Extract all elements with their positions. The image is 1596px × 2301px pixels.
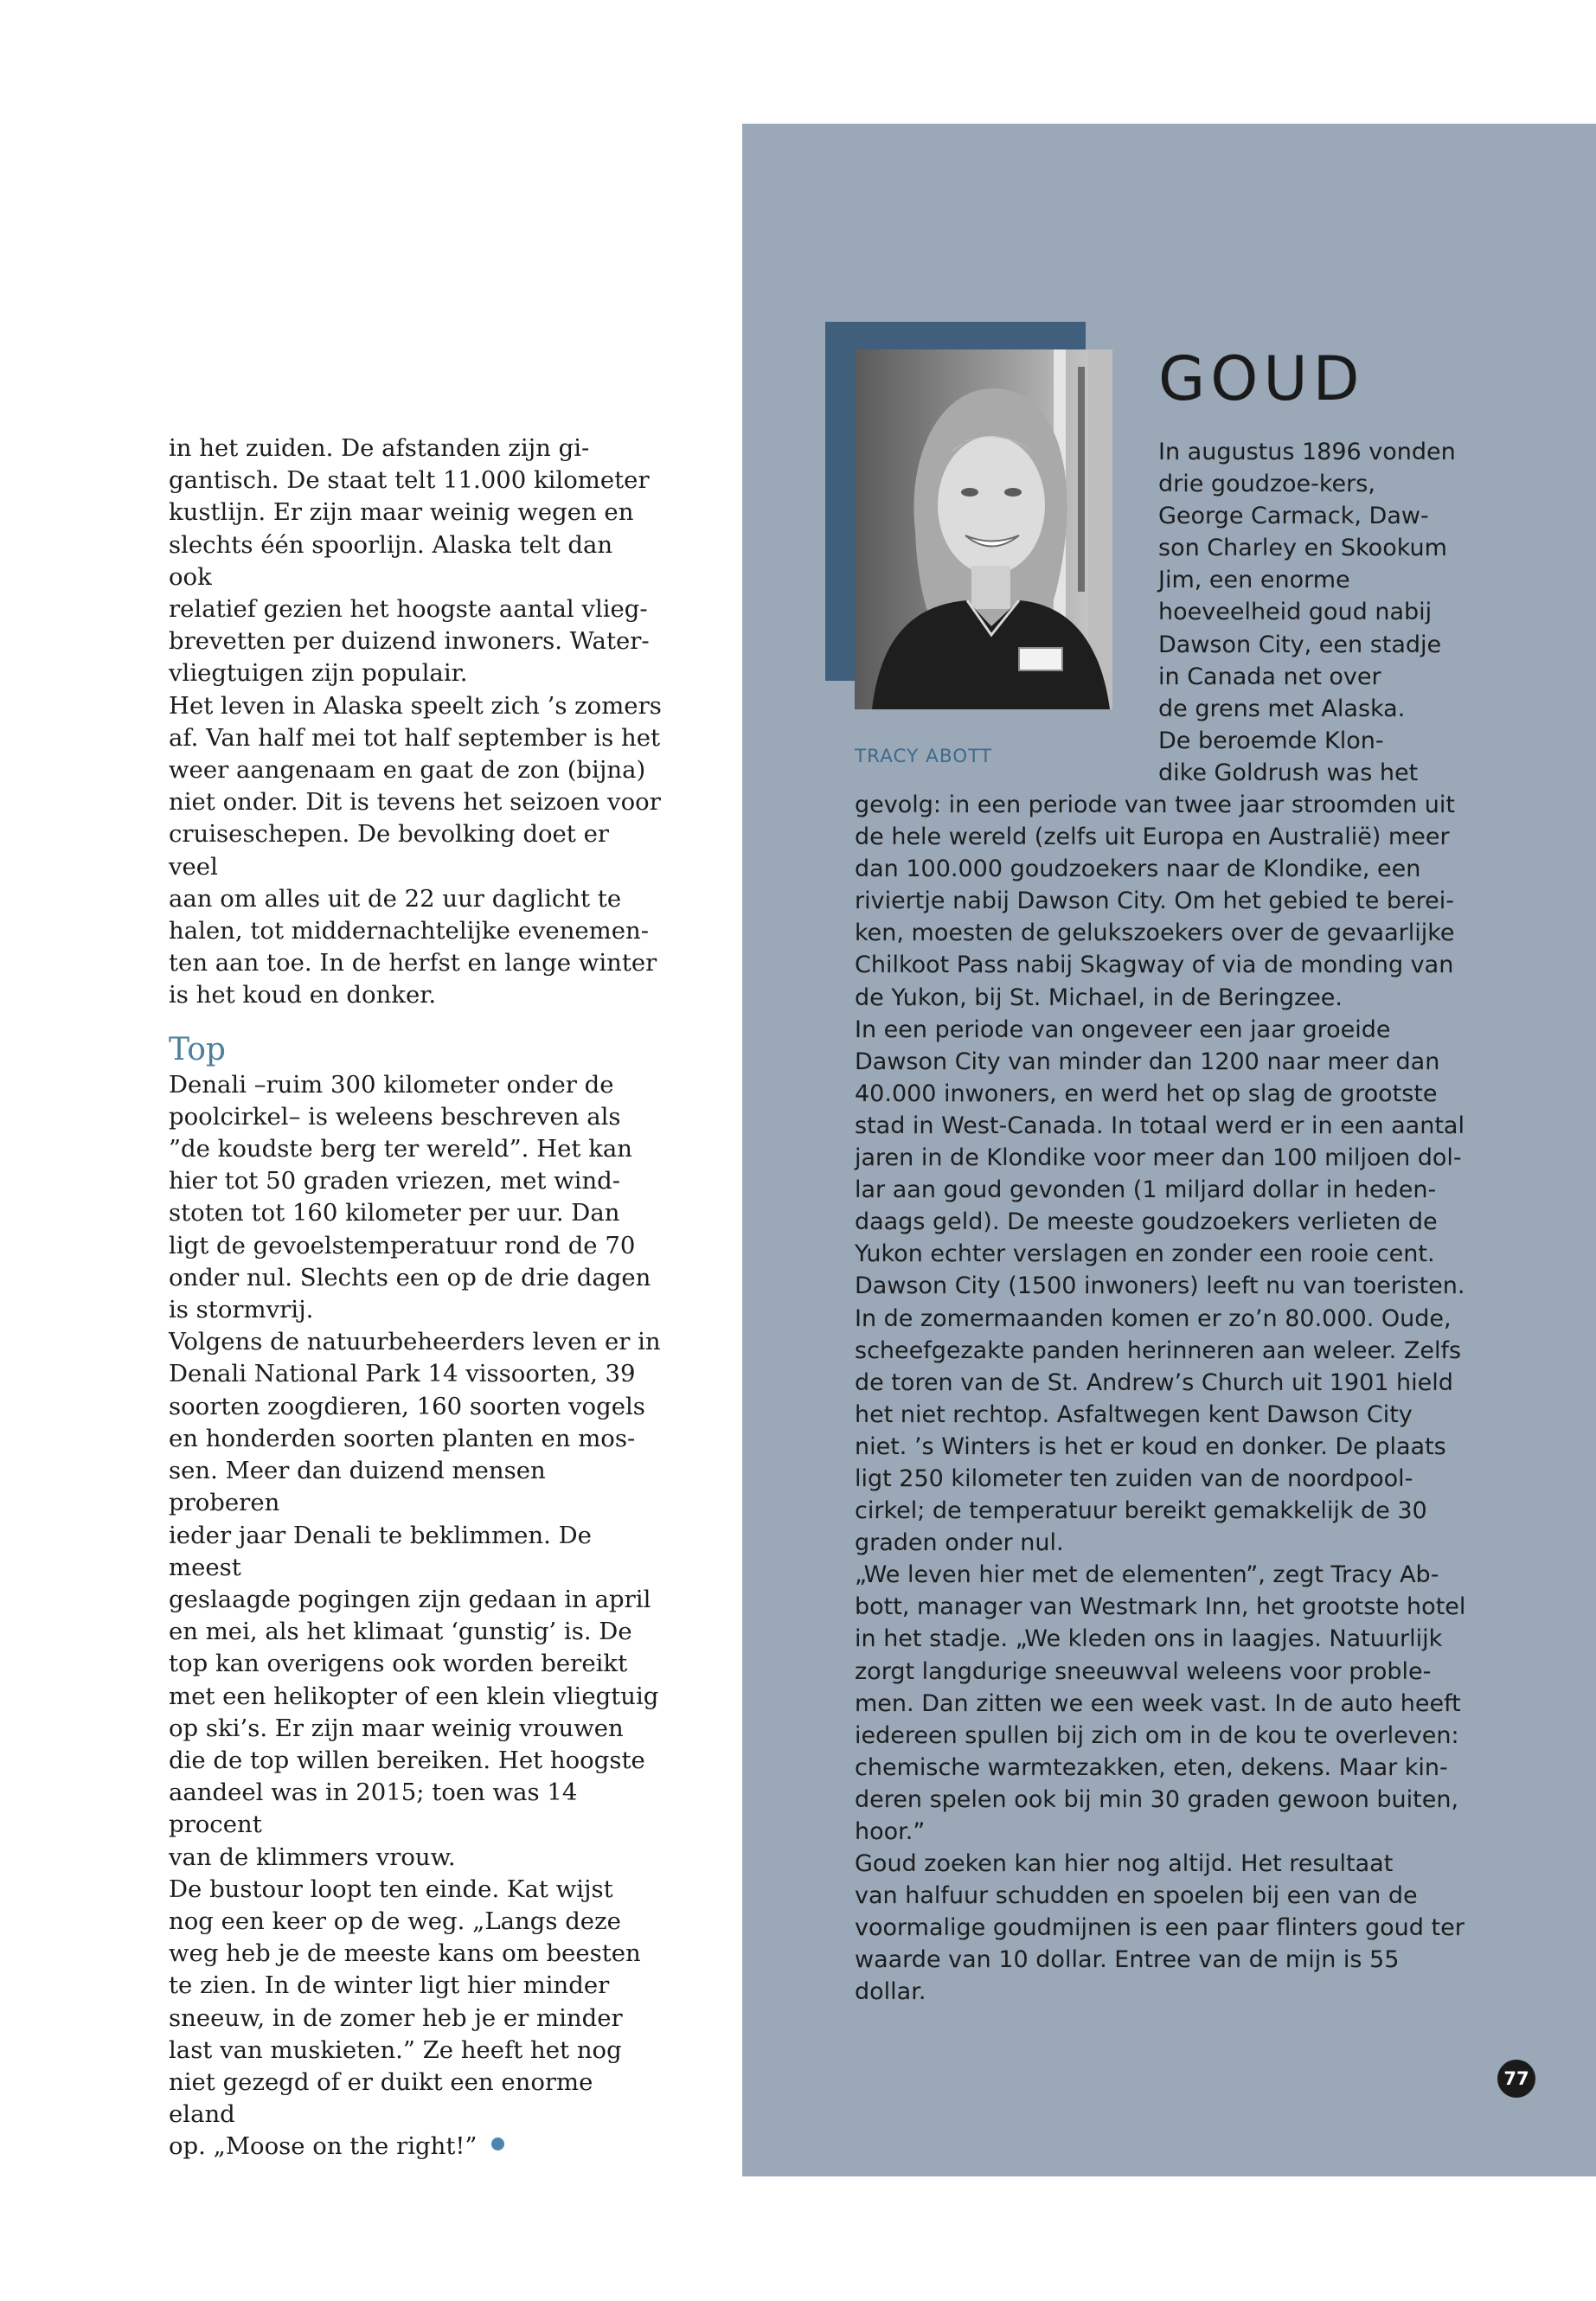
sidebar-paragraph-quote: „We leven hier met de elementen”, zegt Tracy Ab- bott, manager van Westmark Inn, het grootste hotel in het stadje. „We kleden ons in laagjes. Natuurlijk zorgt langdurige sneeuwval weleens voor proble- men. Dan zitten we een week vast. In de auto heeft iedereen spullen bij zich om in de kou te overleven: chemische warmtezakken, eten, dekens. Maar kin- deren spelen ook bij min 30 graden gewoon buiten, hoor.” (855, 1561, 1466, 1845)
paragraph-bustour-text: De bustour loopt ten einde. Kat wijst nog een keer op de weg. „Langs deze weg heb je de meeste kans om beesten te zien. In de winter ligt hier minder sneeuw, in de zomer heb je er minder last van muskieten.” Ze heeft het nog niet gezegd of er duikt een enorme eland op. „Moose on the right!” (169, 1875, 641, 2161)
paragraph-distances: in het zuiden. De afstanden zijn gi- gantisch. De staat telt 11.000 kilometer kustlijn. Er zijn maar weinig wegen en slechts één spoorlijn. Alaska telt dan ook relatief gezien het hoogste aantal vlieg- brevetten per duizend inwoners. Water- vliegtuigen zijn populair. (169, 434, 650, 688)
article-left-column (169, 433, 662, 2163)
end-of-article-dot-icon (491, 2138, 504, 2150)
paragraph-denali: Denali –ruim 300 kilometer onder de poolcirkel– is weleens beschreven als ”de koudste berg ter wereld”. Het kan hier tot 50 graden vriezen, met wind- stoten tot 160 kilometer per uur. Dan ligt de gevoelstemperatuur rond de 70 onder nul. Slechts een op de drie dagen is stormvrij. (169, 1070, 651, 1324)
paragraph-bustour (169, 1874, 662, 2163)
sidebar-body-text (855, 789, 1477, 2009)
sidebar-title: GOUD (1158, 343, 1365, 414)
portrait-photo-tracy-abott (855, 349, 1112, 709)
portrait-illustration (855, 349, 1112, 709)
paragraph-national-park: Volgens de natuurbeheerders leven er in Denali National Park 14 vissoorten, 39 soorten zoogdieren, 160 soorten vogels en honderden soorten planten en mos- sen. Meer dan duizend mensen proberen ieder jaar Denali te beklimmen. De meest geslaagde pogingen zijn gedaan in april en mei, als het klimaat ‘gunstig’ is. De top kan overigens ook worden bereikt met een helikopter of een klein vliegtuig op ski’s. Er zijn maar weinig vrouwen die de top willen bereiken. Het hoogste aandeel was in 2015; toen was 14 procent van de klimmers vrouw. (169, 1328, 661, 1871)
sidebar-intro-text: In augustus 1896 vonden drie goudzoe-kers, George Carmack, Daw- son Charley en Skookum Jim, een enorme hoeveelheid goud nabij Dawson City, een stadje in Canada net over de grens met Alaska. De beroemde Klon- dike Goldrush was het (1158, 439, 1456, 786)
subheading-top: Top (169, 1031, 226, 1067)
page-number-badge: 77 (1497, 2060, 1535, 2098)
photo-caption: TRACY ABOTT (855, 746, 993, 767)
paragraph-summer: Het leven in Alaska speelt zich ’s zomers af. Van half mei tot half september is het weer aangenaam en gaat de zon (bijna) niet onder. Dit is tevens het seizoen voor cruiseschepen. De bevolking doet er veel aan om alles uit de 22 uur daglicht te halen, tot middernachtelijke evenemen- ten aan toe. In de herfst en lange winter is het koud en donker. (169, 691, 662, 1009)
sidebar-paragraph-dawson-city: In een periode van ongeveer een jaar groeide Dawson City van minder dan 1200 naar meer dan 40.000 inwoners, en werd het op slag de grootste stad in West-Canada. In totaal werd er in een aantal jaren in de Klondike voor meer dan 100 miljoen dol- lar aan goud gevonden (1 miljard dollar in heden- daags geld). De meeste goudzoekers verlieten de Yukon echter verslagen en zonder een rooie cent. Dawson City (1500 inwoners) leeft nu van toeristen. In de zomermaanden komen er zo’n 80.000. Oude, scheefgezakte panden herinneren aan weleer. Zelfs de toren van de St. Andrew’s Church uit 1901 hield het niet rechtop. Asfaltwegen kent Dawson City niet. ’s Winters is het er koud en donker. De plaats ligt 250 kilometer ten zuiden van de noordpool- cirkel; de temperatuur bereikt gemakkelijk de 30 graden onder nul. (855, 1016, 1465, 1557)
sidebar-paragraph-gold-panning: Goud zoeken kan hier nog altijd. Het resultaat van halfuur schudden en spoelen bij een van de voormalige goudmijnen is een paar flinters goud ter waarde van 10 dollar. Entree van de mijn is 55 dollar. (855, 1850, 1465, 2006)
sidebar-paragraph-goldrush: gevolg: in een periode van twee jaar stroomden uit de hele wereld (zelfs uit Europa en Australië) meer dan 100.000 goudzoekers naar de Klondike, een riviertje nabij Dawson City. Om het gebied te berei- ken, moesten de gelukszoekers over de gevaarlijke Chilkoot Pass nabij Skagway of via de monding van de Yukon, bij St. Michael, in de Beringzee. (855, 792, 1455, 1011)
